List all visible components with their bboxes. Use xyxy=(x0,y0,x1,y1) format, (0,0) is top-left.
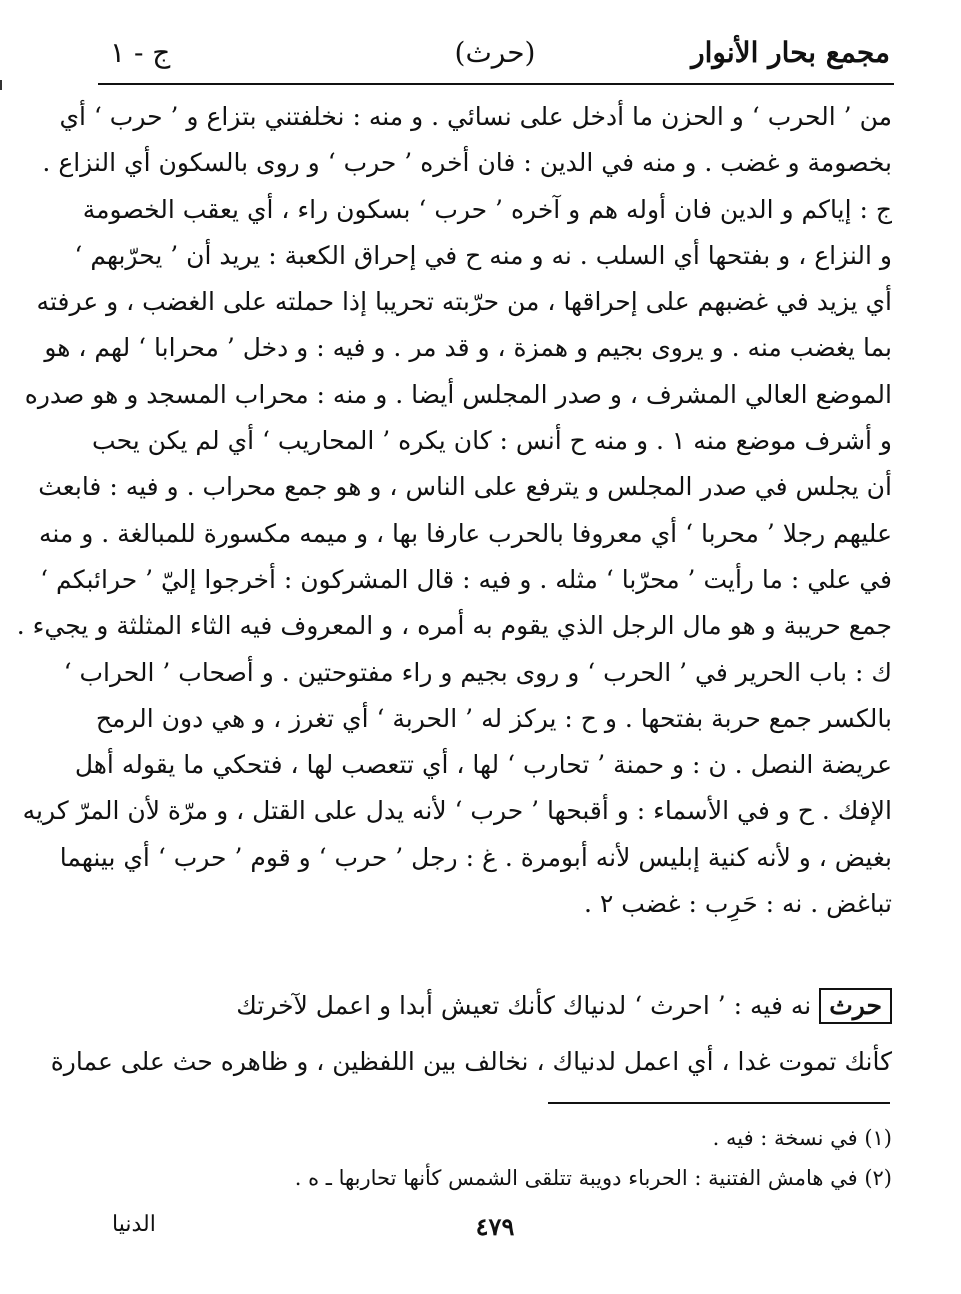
text-line: الإفك . ح و في الأسماء : و أقبحها ’ حرب ‘ لأنه يدل على القتل ، و مرّة لأن المرّ كريه xyxy=(22,796,892,826)
footnote-2: (٢) في هامش الفتنية : الحرباء دويبة تتلقى الشمس كأنها تحاربها ـ ه . xyxy=(294,1166,892,1190)
text-line: بغيض ، و لأنه كنية إبليس لأنه أبومرة . غ : رجل ’ حرب ‘ و قوم ’ حرب ‘ أي بينهما xyxy=(59,842,892,872)
text-line: أي يزيد في غضبهم على إحراقها ، من حرّبته تحريبا إذا حملته على الغضب ، و عرفته xyxy=(36,287,892,317)
text-line: بما يغضب منه . و يروى بجيم و همزة ، و قد مر . و فيه : و دخل ’ محرابا ‘ لهم ، هو xyxy=(44,333,892,363)
footnote-1: (١) في نسخة : فيه . xyxy=(712,1126,892,1150)
main-text xyxy=(16,94,892,927)
entry-line-2-text: كأنك تموت غدا ، أي اعمل لدنياك ، نخالف بين اللفظين ، و ظاهره حث على عمارة xyxy=(50,1047,892,1076)
entry-headword: حرث xyxy=(819,988,892,1024)
text-line: تباغض . نه : حَرِب : غضب ٢ . xyxy=(583,889,892,919)
text-line: ك : باب الحرير في ’ الحرب ‘ و روى بجيم و راء مفتوحتين . و أصحاب ’ الحراب ‘ xyxy=(63,657,892,687)
header-rule xyxy=(98,83,894,85)
book-title: مجمع بحار الأنوار xyxy=(691,36,890,69)
text-line: بخصومة و غضب . و منه في الدين : فان أخره ’ حرب ‘ و روى بالسكون أي النزاع . xyxy=(42,148,892,178)
text-line: ج : إياكم و الدين فان أوله هم و آخره ’ حرب ‘ بسكون راء ، أي يعقب الخصومة xyxy=(82,194,892,224)
page-header xyxy=(100,28,890,80)
text-line: الموضع العالي المشرف ، و صدر المجلس أيضا . و منه : محراب المسجد و هو صدره xyxy=(24,379,892,409)
entry-first-line xyxy=(106,978,892,1034)
volume-label: ج - ١ xyxy=(110,36,171,69)
page-edge-mark xyxy=(0,80,8,90)
text-line: بالكسر جمع حربة بفتحها . و ح : يركز له ’ الحربة ‘ أي تغرز ، و هي دون الرمح xyxy=(95,703,892,733)
footnotes xyxy=(106,1118,892,1198)
section-root: (حرث) xyxy=(454,36,536,69)
text-line: و النزاع ، و بفتحها أي السلب . نه و منه ح في إحراق الكعبة : يريد أن ’ يحرّبهم ‘ xyxy=(74,240,892,270)
text-line: و أشرف موضع منه ١ . و منه ح أنس : كان يكره ’ المحاريب ‘ أي لم يكن يحب xyxy=(92,426,892,456)
text-line: عليهم رجلا ’ محربا ‘ أي معروفا بالحرب عارفا بها ، و ميمه مكسورة للمبالغة . و منه xyxy=(38,518,892,548)
text-line: عريضة النصل . ن : و حمنة ’ تحارب ‘ لها ، أي تتعصب لها ، فتحكي ما يقوله أهل xyxy=(74,750,892,780)
footnote-rule xyxy=(548,1102,890,1104)
entry-harth xyxy=(50,978,892,1090)
entry-line-1-text: نه فيه : ’ احرث ‘ لدنياك كأنك تعيش أبدا و اعمل لآخرتك xyxy=(236,991,812,1020)
page-footer xyxy=(100,1208,890,1248)
text-line: أن يجلس في صدر المجلس و يترفع على الناس ، و هو جمع محراب . و فيه : فابعث xyxy=(38,472,892,502)
catchword: الدنيا xyxy=(112,1212,156,1237)
text-line: من ’ الحرب ‘ و الحزن ما أدخل على نسائي . و منه : نخلفتني بتزاع و ’ حرب ‘ أي xyxy=(59,102,892,131)
page-number: ٤٧٩ xyxy=(475,1212,515,1241)
text-line: في علي : ما رأيت ’ محرّبا ‘ مثله . و فيه : قال المشركون : أخرجوا إليّ ’ حرائبكم ‘ xyxy=(40,564,892,594)
text-line: جمع حريبة و هو مال الرجل الذي يقوم به أمره ، و المعروف فيه الثاء المثلثة و يجيء . xyxy=(16,611,892,641)
